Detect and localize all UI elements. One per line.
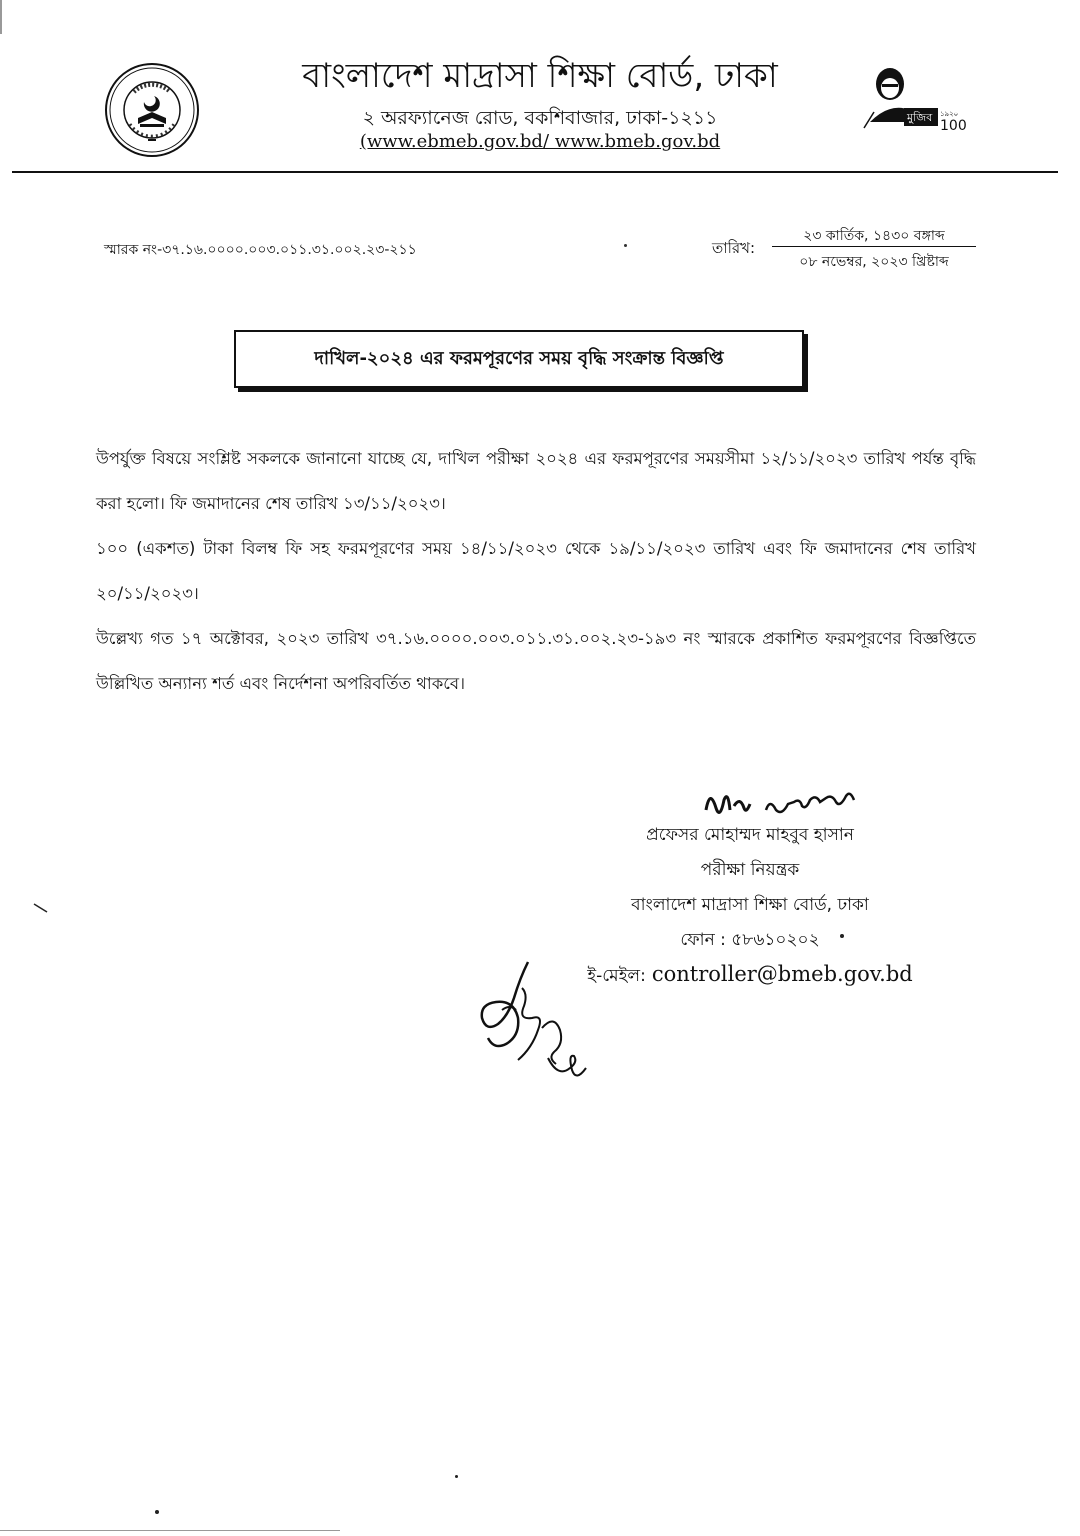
body-paragraph-1: উপর্যুক্ত বিষয়ে সংশ্লিষ্ট সকলকে জানানো যাচ্ছে যে, দাখিল পরীক্ষা ২০২৪ এর ফরমপূরণের সময়সীমা ১২/১১/২০২৩ তারিখ পর্যন্ত বৃদ্ধি করা হলো। ফি জমাদানের শেষ তারিখ ১৩/১১/২০২৩।: [96, 449, 976, 513]
svg-text:মুজিব: মুজিব: [907, 111, 933, 124]
memo-number: স্মারক নং-৩৭.১৬.০০০০.০০৩.০১১.৩১.০০২.২৩-২১১: [104, 242, 417, 258]
body-paragraph-3: উল্লেখ্য গত ১৭ অক্টোবর, ২০২৩ তারিখ ৩৭.১৬.০০০০.০০৩.০১১.৩১.০০২.২৩-১৯৩ নং স্মারকে প্রকাশিত ফরমপূরণের বিজ্ঞপ্তিতে উল্লিখিত অন্যান্য শর্ত এবং নির্দেশনা অপরিবর্তিত থাকবে।: [96, 629, 976, 693]
date-label: তারিখ:: [712, 239, 756, 257]
org-websites: (www.ebmeb.gov.bd/ www.bmeb.gov.bd: [359, 131, 721, 152]
signatory-phone: ফোন : ৫৮৬১০২০২: [680, 930, 820, 950]
svg-text:100: 100: [940, 118, 967, 134]
handwritten-signature-icon: [700, 780, 870, 828]
date-bengali: ২৩ কার্তিক, ১৪৩০ বঙ্গাব্দ: [803, 228, 945, 244]
signatory-name: প্রফেসর মোহাম্মদ মাহবুব হাসান: [646, 825, 854, 845]
stray-dot: [624, 244, 627, 247]
org-name: বাংলাদেশ মাদ্রাসা শিক্ষা বোর্ড, ঢাকা: [302, 56, 778, 96]
stray-dot: [455, 1475, 458, 1478]
body-paragraph-2: ১০০ (একশত) টাকা বিলম্ব ফি সহ ফরমপূরণের সময় ১৪/১১/২০২৩ থেকে ১৯/১১/২০২৩ তারিখ এবং ফি জমাদানের শেষ তারিখ ২০/১১/২০২৩।: [96, 539, 976, 603]
signatory-designation: পরীক্ষা নিয়ন্ত্রক: [700, 860, 800, 880]
stray-dot: [155, 1510, 159, 1514]
date-divider: [772, 246, 976, 247]
stray-dot: [840, 934, 844, 938]
org-address: ২ অরফ্যানেজ রোড, বকশিবাজার, ঢাকা-১২১১: [362, 107, 718, 129]
scan-bottom-mark: [0, 1530, 340, 1531]
date-gregorian: ০৮ নভেম্বর, ২০২৩ খ্রিষ্টাব্দ: [799, 254, 949, 270]
email-address[interactable]: controller@bmeb.gov.bd: [651, 962, 913, 986]
signatory-email-line: [560, 962, 940, 991]
email-label: ই-মেইল:: [587, 966, 646, 986]
handwritten-initials-icon: [458, 958, 594, 1086]
scan-edge-mark: [0, 0, 2, 34]
header-divider: [12, 171, 1058, 173]
svg-text:১৯২০: ১৯২০: [940, 110, 959, 118]
stray-pen-mark: [33, 902, 49, 914]
signatory-organization: বাংলাদেশ মাদ্রাসা শিক্ষা বোর্ড, ঢাকা: [631, 895, 869, 915]
notice-title: দাখিল-২০২৪ এর ফরমপূরণের সময় বৃদ্ধি সংক্রান্ত বিজ্ঞপ্তি: [314, 347, 724, 369]
notice-title-box: [234, 330, 804, 388]
